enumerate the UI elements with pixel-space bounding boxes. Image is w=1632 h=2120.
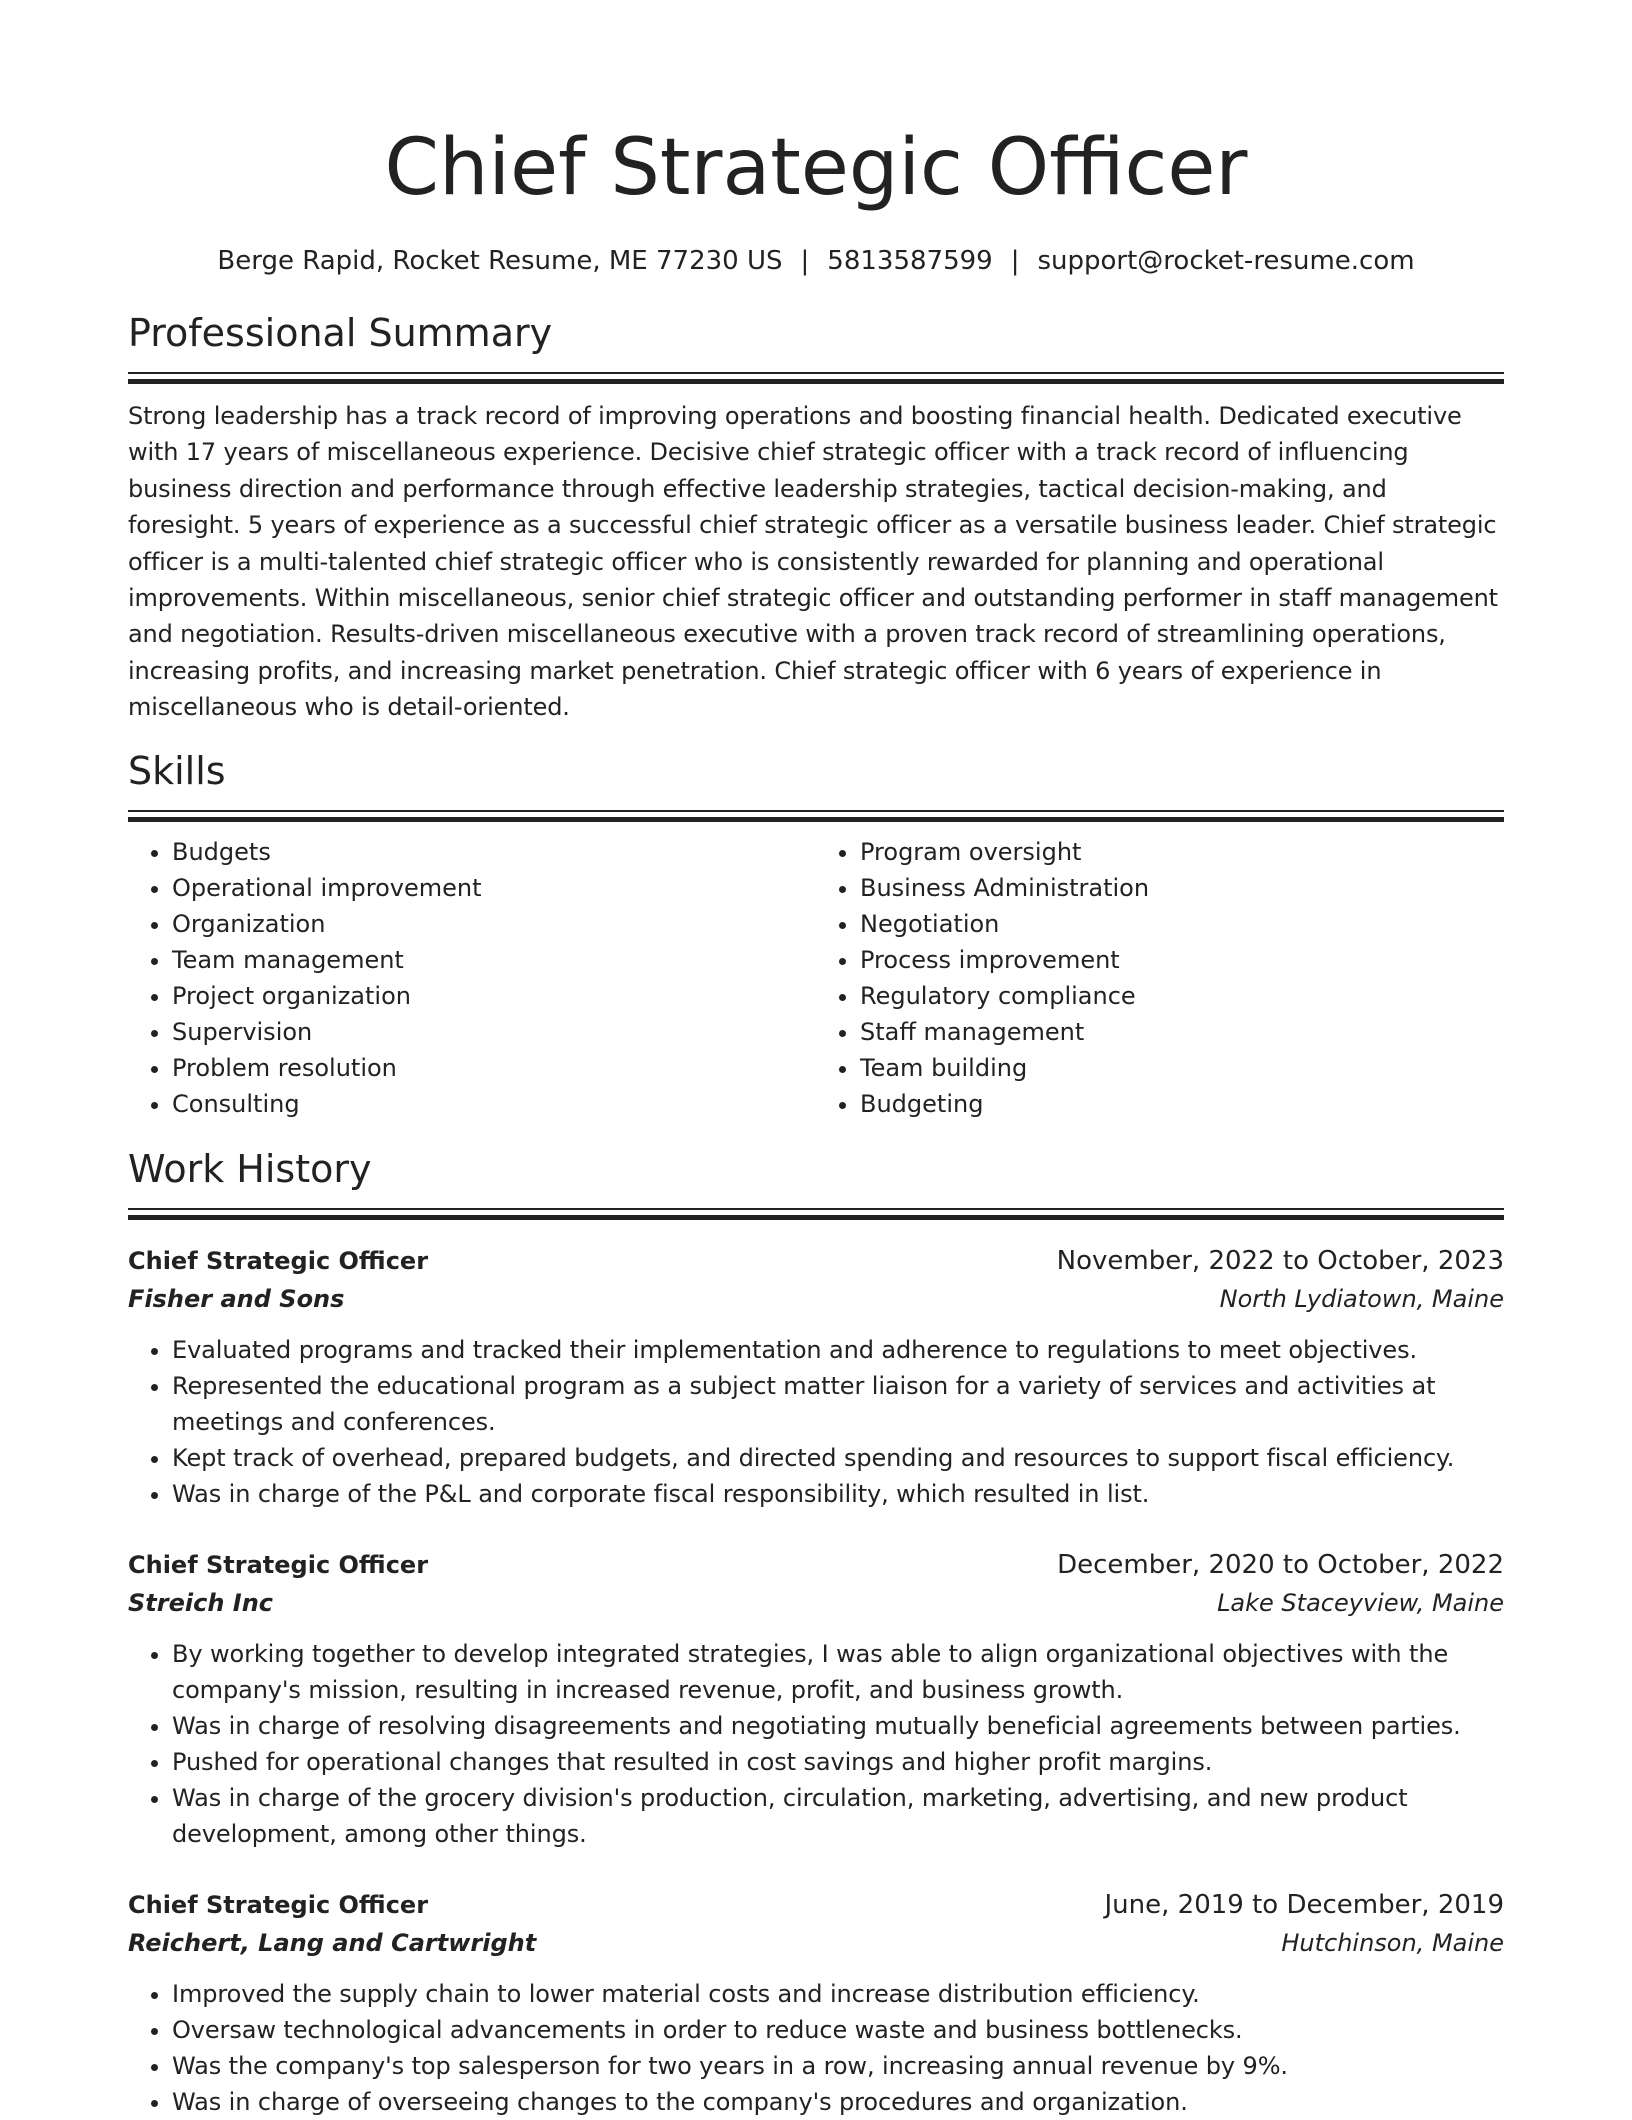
skill-item: • Operational improvement [172,870,816,906]
job-bullet: • Improved the supply chain to lower material costs and increase distribution efficiency. [172,1976,1504,2012]
job-location: Hutchinson, Maine [1281,1928,1504,1957]
job-bullet: • Oversaw technological advancements in order to reduce waste and business bottlenecks. [172,2012,1504,2048]
skill-item: • Process improvement [860,942,1504,978]
job-entry [128,1242,1504,1512]
section-title-skills: Skills [128,748,226,793]
job-company: Streich Inc [128,1588,274,1617]
resume-header [128,0,1504,278]
skill-item: • Negotiation [860,906,1504,942]
contact-separator: | [1010,246,1020,276]
job-bullet: • Evaluated programs and tracked their implementation and adherence to regulations to meet objectives. [172,1332,1504,1368]
skill-item: • Project organization [172,978,816,1014]
job-title: Chief Strategic Officer [128,1550,429,1579]
resume-name: Chief Strategic Officer [384,123,1248,213]
skill-item: • Regulatory compliance [860,978,1504,1014]
skill-item: • Staff management [860,1014,1504,1050]
job-bullet: • Was in charge of the P&L and corporate fiscal responsibility, which resulted in list. [172,1476,1504,1512]
skill-item: • Supervision [172,1014,816,1050]
section-divider [128,372,1504,384]
skill-item: • Organization [172,906,816,942]
job-bullet: • Kept track of overhead, prepared budgets, and directed spending and resources to support fiscal efficiency. [172,1440,1504,1476]
skill-item: • Budgeting [860,1086,1504,1122]
skill-item: • Business Administration [860,870,1504,906]
job-title: Chief Strategic Officer [128,1890,429,1919]
job-bullet: • Represented the educational program as a subject matter liaison for a variety of services and activities at meetings and conferences. [172,1368,1504,1440]
contact-address: Berge Rapid, Rocket Resume, ME 77230 US [217,246,783,276]
job-company-row [128,1584,1504,1622]
job-bullet: • Was in charge of resolving disagreements and negotiating mutually beneficial agreements between parties. [172,1708,1504,1744]
job-title-row [128,1886,1504,1924]
job-dates: December, 2020 to October, 2022 [1057,1549,1504,1580]
section-divider [128,1208,1504,1220]
job-bullets [128,1976,1504,2120]
skill-item: • Team management [172,942,816,978]
skill-item: • Problem resolution [172,1050,816,1086]
job-company-row [128,1924,1504,1962]
summary-text: Strong leadership has a track record of improving operations and boosting financial health. Dedicated executive with 17 years of miscellaneous experience. Decisive chief strategic officer with a track record of influencing business direction and performance through effective leadership strategies, tactical decision-making, and foresight. 5 years of experience as a successful chief strategic officer as a versatile business leader. Chief strategic officer is a multi-talented chief strategic officer who is consistently rewarded for planning and operational improvements. Within miscellaneous, senior chief strategic officer and outstanding performer in staff management and negotiation. Results-driven miscellaneous executive with a proven track record of streamlining operations, increasing profits, and increasing market penetration. Chief strategic officer with 6 years of experience in miscellaneous who is detail-oriented. [128,402,1498,722]
job-title-row [128,1242,1504,1280]
skill-item: • Program oversight [860,834,1504,870]
contact-line [128,244,1504,278]
skill-item: • Consulting [172,1086,816,1122]
job-entry [128,1546,1504,1852]
section-title-summary: Professional Summary [128,311,553,355]
skill-item: • Team building [860,1050,1504,1086]
job-bullet: • Was in charge of overseeing changes to the company's procedures and organization. [172,2084,1504,2120]
job-dates: November, 2022 to October, 2023 [1056,1245,1504,1276]
job-company-row [128,1280,1504,1318]
skills-section [128,746,1504,1122]
job-company: Fisher and Sons [128,1284,345,1313]
job-company: Reichert, Lang and Cartwright [128,1928,537,1957]
job-title-row [128,1546,1504,1584]
job-bullets [128,1332,1504,1512]
job-dates: June, 2019 to December, 2019 [1104,1889,1504,1920]
section-divider [128,810,1504,822]
job-location: North Lydiatown, Maine [1219,1284,1504,1313]
work-history-section [128,1144,1504,2120]
job-location: Lake Staceyview, Maine [1217,1588,1504,1617]
skills-list-right [816,834,1504,1122]
job-bullet: • Was the company's top salesperson for two years in a row, increasing annual revenue by 9%. [172,2048,1504,2084]
contact-phone: 5813587599 [827,246,993,276]
contact-email: support@rocket-resume.com [1037,246,1415,276]
job-bullet: • Was in charge of the grocery division's production, circulation, marketing, advertising, and new product development, among other things. [172,1780,1504,1852]
job-bullet: • By working together to develop integrated strategies, I was able to align organizational objectives with the company's mission, resulting in increased revenue, profit, and business growth. [172,1636,1504,1708]
summary-section [128,308,1504,726]
skill-item: • Budgets [172,834,816,870]
job-bullets [128,1636,1504,1852]
skills-list-left [128,834,816,1122]
job-bullet: • Pushed for operational changes that resulted in cost savings and higher profit margins. [172,1744,1504,1780]
contact-separator: | [800,246,810,276]
section-title-work-history: Work History [128,1146,372,1191]
skills-columns [128,834,1504,1122]
job-entry [128,1886,1504,2120]
job-title: Chief Strategic Officer [128,1246,429,1275]
